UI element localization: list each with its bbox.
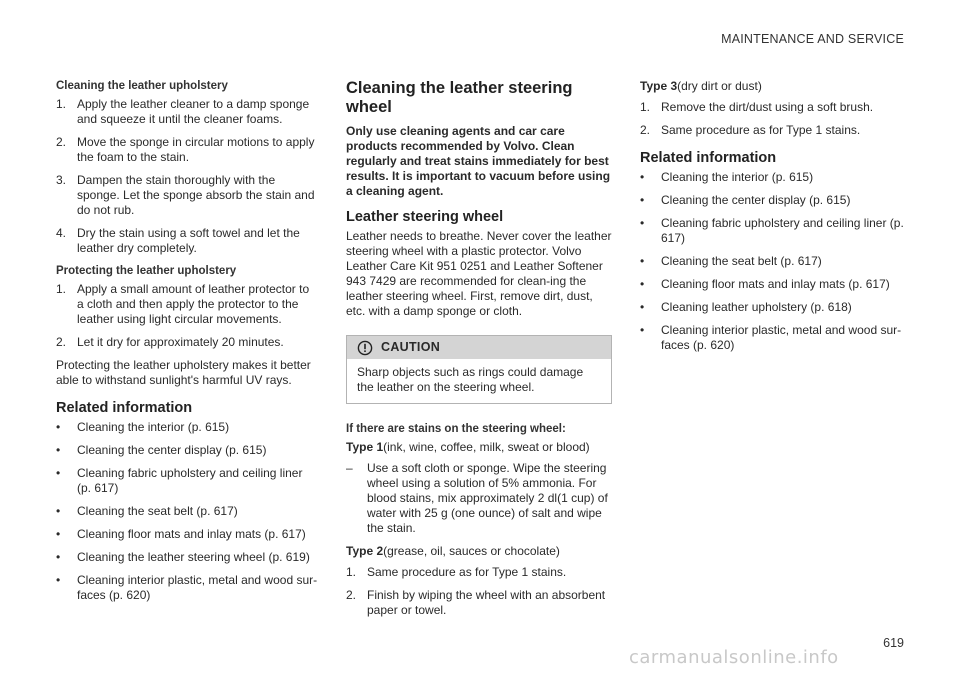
watermark: carmanualsonline.info [629,647,839,668]
related-link[interactable]: • Cleaning the seat belt (p. 617) [640,254,822,268]
list-item: 2. Let it dry for approximately 20 minutes. [56,335,284,349]
related-link[interactable]: • Cleaning floor mats and inlay mats (p. 617) [640,277,890,291]
list-item: 1. Same procedure as for Type 1 stains. [346,565,567,579]
warning-icon [357,340,373,356]
protecting-upholstery-heading: Protecting the leather upholstery [56,265,237,277]
leather-steering-wheel-heading: Leather steering wheel [346,209,504,225]
column-middle [346,79,612,626]
related-info-heading: Related information [56,400,193,416]
list-item: 2. Move the sponge in circular motions to apply the foam to the stain. [56,135,315,164]
protecting-steps-list [56,282,318,350]
cleaning-steps-list [56,97,318,256]
related-link[interactable]: • Cleaning fabric upholstery and ceiling liner (p. 617) [640,216,904,245]
list-item: 1. Remove the dirt/dust using a soft brush. [640,100,874,114]
related-link[interactable]: • Cleaning interior plastic, metal and wood sur-faces (p. 620) [56,573,318,602]
list-item: 2. Finish by wiping the wheel with an absorbent paper or towel. [346,588,606,617]
related-links-list [640,170,906,353]
related-link[interactable]: • Cleaning the center display (p. 615) [640,193,851,207]
list-item: 3. Dampen the stain thoroughly with the sponge. Let the sponge absorb the stain and do not rub. [56,173,315,217]
related-link[interactable]: • Cleaning leather upholstery (p. 618) [640,300,852,314]
related-link[interactable]: • Cleaning interior plastic, metal and wood sur-faces (p. 620) [640,323,902,352]
caution-text: Sharp objects such as rings could damage the leather on the steering wheel. [357,365,584,394]
type3-steps [640,100,906,138]
list-item: – Use a soft cloth or sponge. Wipe the steering wheel using a solution of 5% ammonia. For blood stains, mix approximately 2 dl(1 cup) of water with 25 g (one ounce) of salt and wipe the stain. [346,461,608,535]
list-item: 1. Apply the leather cleaner to a damp sponge and squeeze it until the cleaner foams. [56,97,310,126]
related-link[interactable]: • Cleaning the leather steering wheel (p. 619) [56,550,310,564]
list-item: 1. Apply a small amount of leather protector to a cloth and then apply the protector to the leather using light circular movements. [56,282,310,326]
related-info-heading: Related information [640,150,777,166]
caution-box [346,335,612,404]
running-header: MAINTENANCE AND SERVICE [721,32,904,46]
caution-title: CAUTION [381,340,441,354]
page-number: 619 [883,636,904,650]
column-left [56,79,318,611]
related-link[interactable]: • Cleaning floor mats and inlay mats (p. 617) [56,527,306,541]
type3-line: Type 3(dry dirt or dust) [640,79,762,93]
type2-line: Type 2(grease, oil, sauces or chocolate) [346,544,560,558]
type1-line: Type 1(ink, wine, coffee, milk, sweat or blood) [346,440,590,454]
related-link[interactable]: • Cleaning the interior (p. 615) [640,170,814,184]
related-link[interactable]: • Cleaning fabric upholstery and ceiling liner (p. 617) [56,466,303,495]
protecting-paragraph: Protecting the leather upholstery makes it better able to withstand sunlight's harmful UV rays. [56,358,311,387]
steering-wheel-title: Cleaning the leather steering wheel [346,79,573,116]
type2-steps [346,565,612,618]
intro-paragraph: Only use cleaning agents and car care products recommended by Volvo. Clean regularly and treat stains immediately for best results. It is important to vacuum before using a cleaning agent. [346,124,611,198]
cleaning-upholstery-heading: Cleaning the leather upholstery [56,80,228,92]
list-item: 4. Dry the stain using a soft towel and let the leather dry completely. [56,226,300,255]
related-link[interactable]: • Cleaning the seat belt (p. 617) [56,504,238,518]
caution-header [347,336,611,359]
leather-steering-wheel-paragraph: Leather needs to breathe. Never cover the leather steering wheel with a plastic protector. Volvo Leather Care Kit 951 0251 and Leather Softener 943 7429 are recommended for clean-ing the leather steering wheel. First, remove dirt, dust, etc. with a damp sponge or cloth. [346,229,612,318]
related-link[interactable]: • Cleaning the center display (p. 615) [56,443,267,457]
list-item: 2. Same procedure as for Type 1 stains. [640,123,861,137]
related-links-list [56,420,318,603]
column-right [640,79,906,361]
related-link[interactable]: • Cleaning the interior (p. 615) [56,420,230,434]
type1-steps [346,461,612,536]
stains-heading: If there are stains on the steering wheel: [346,423,566,435]
